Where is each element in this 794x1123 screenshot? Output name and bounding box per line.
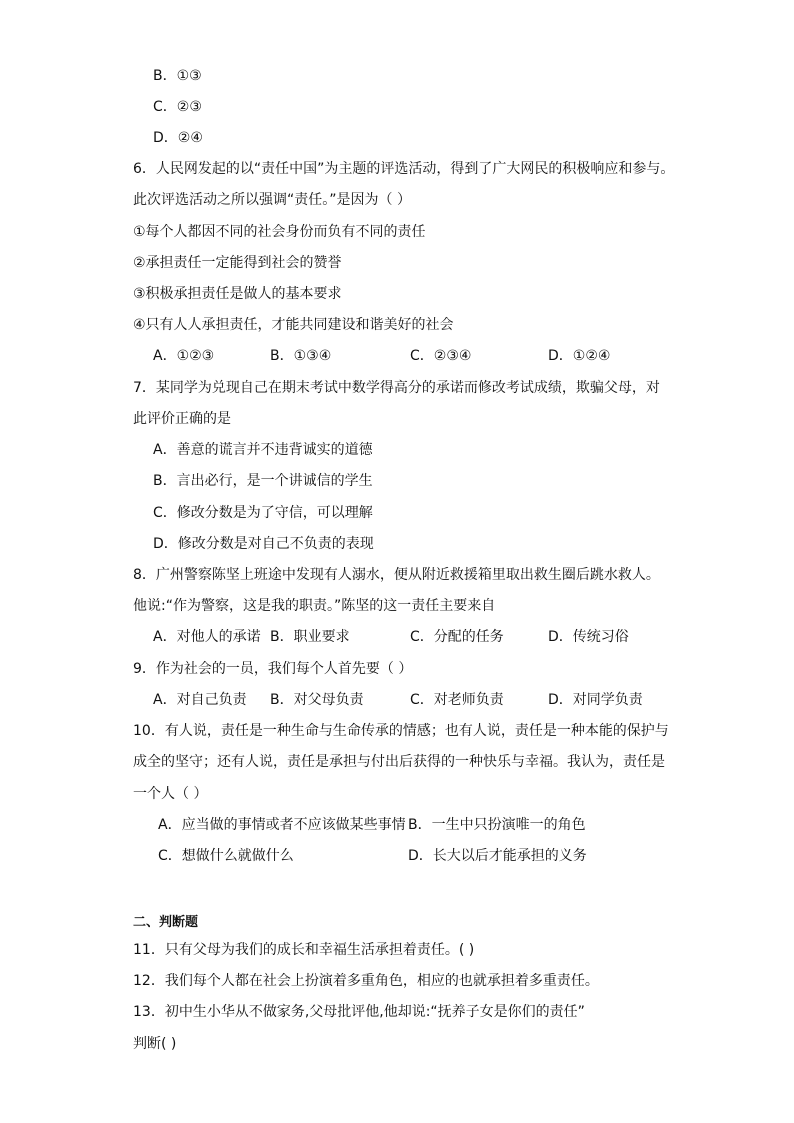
q8-option-c[interactable]: C．分配的任务 <box>410 629 504 645</box>
q6-stem-line-1: 6．人民网发起的以“责任中国”为主题的评选活动，得到了广大网民的积极响应和参与。 <box>133 161 675 177</box>
q8-option-d[interactable]: D．传统习俗 <box>548 629 629 645</box>
q12-stem: 12．我们每个人都在社会上扮演着多重角色，相应的也就承担着多重责任。 <box>133 973 599 989</box>
q6-stem-line-2: 此次评选活动之所以强调“责任。”是因为（ ） <box>133 192 411 208</box>
q9-stem-line-1: 9．作为社会的一员，我们每个人首先要（ ） <box>133 661 413 677</box>
q9-option-b[interactable]: B．对父母负责 <box>270 692 364 708</box>
q5-option-d[interactable]: D．②④ <box>153 130 203 146</box>
q10-stem-line-2: 成全的坚守；还有人说，责任是承担与付出后获得的一种快乐与幸福。我认为，责任是 <box>133 754 665 770</box>
q6-statement-3: ③积极承担责任是做人的基本要求 <box>133 286 342 302</box>
q7-option-d[interactable]: D．修改分数是对自己不负责的表现 <box>153 536 374 552</box>
q7-option-c[interactable]: C．修改分数是为了守信，可以理解 <box>153 505 373 521</box>
q7-stem-line-1: 7．某同学为兑现自己在期末考试中数学得高分的承诺而修改考试成绩，欺骗父母，对 <box>133 380 660 396</box>
q8-option-a[interactable]: A．对他人的承诺 <box>153 629 261 645</box>
q6-statement-2: ②承担责任一定能得到社会的赞誉 <box>133 255 342 271</box>
q6-option-d[interactable]: D．①②④ <box>548 348 611 364</box>
q10-stem-line-1: 10．有人说，责任是一种生命与生命传承的情感；也有人说，责任是一种本能的保护与 <box>133 723 669 739</box>
section-heading-judgment: 二、判断题 <box>133 915 199 930</box>
q10-option-d[interactable]: D．长大以后才能承担的义务 <box>408 848 587 864</box>
q8-option-b[interactable]: B．职业要求 <box>270 629 350 645</box>
q6-statement-1: ①每个人都因不同的社会身份而负有不同的责任 <box>133 224 426 240</box>
q10-option-c[interactable]: C．想做什么就做什么 <box>158 848 294 864</box>
q9-option-d[interactable]: D．对同学负责 <box>548 692 643 708</box>
q6-option-b[interactable]: B．①③④ <box>270 348 332 364</box>
q10-option-b[interactable]: B．一生中只扮演唯一的角色 <box>408 817 586 833</box>
q7-option-b[interactable]: B．言出必行，是一个讲诚信的学生 <box>153 473 373 489</box>
q10-stem-line-3: 一个人（ ） <box>133 786 208 802</box>
q7-stem-line-2: 此评价正确的是 <box>133 411 231 427</box>
q8-stem-line-2: 他说:“作为警察，这是我的职责。”陈坚的这一责任主要来自 <box>133 598 496 614</box>
q13-stem-line-1: 13．初中生小华从不做家务,父母批评他,他却说:“抚养子女是你们的责任” <box>133 1004 585 1020</box>
q7-option-a[interactable]: A．善意的谎言并不违背诚实的道德 <box>153 442 373 458</box>
q9-option-a[interactable]: A．对自己负责 <box>153 692 247 708</box>
q8-stem-line-1: 8．广州警察陈坚上班途中发现有人溺水，便从附近救援箱里取出救生圈后跳水救人。 <box>133 567 660 583</box>
q10-option-a[interactable]: A．应当做的事情或者不应该做某些事情 <box>158 817 406 833</box>
q5-option-b[interactable]: B．①③ <box>153 68 202 84</box>
q13-stem-line-2: 判断( ) <box>133 1036 177 1052</box>
q6-statement-4: ④只有人人承担责任，才能共同建设和谐美好的社会 <box>133 317 454 333</box>
q5-option-c[interactable]: C．②③ <box>153 99 202 115</box>
q9-option-c[interactable]: C．对老师负责 <box>410 692 504 708</box>
q6-option-c[interactable]: C．②③④ <box>410 348 472 364</box>
q6-option-a[interactable]: A．①②③ <box>153 348 215 364</box>
q11-stem: 11．只有父母为我们的成长和幸福生活承担着责任。( ) <box>133 942 475 958</box>
